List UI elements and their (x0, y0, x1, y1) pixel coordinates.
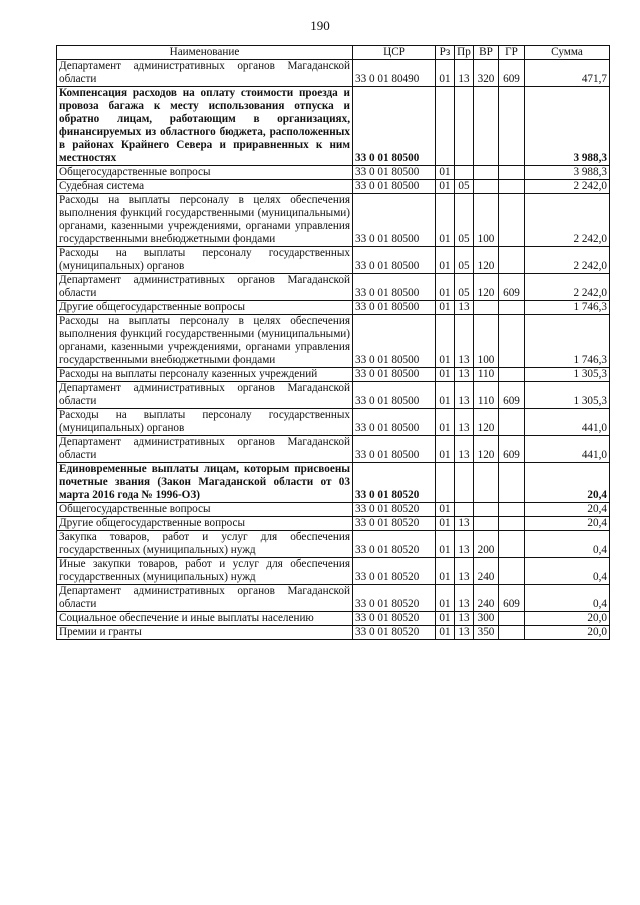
cell-gr (499, 531, 525, 558)
cell-name: Другие общегосударственные вопросы (57, 301, 353, 315)
cell-vr: 120 (474, 436, 499, 463)
cell-csr: 33 0 01 80520 (353, 558, 436, 585)
cell-sum: 1 305,3 (525, 368, 610, 382)
cell-vr (474, 517, 499, 531)
cell-rz: 01 (436, 626, 455, 640)
cell-pr: 05 (455, 180, 474, 194)
cell-pr: 13 (455, 60, 474, 87)
cell-gr (499, 315, 525, 368)
cell-gr (499, 180, 525, 194)
cell-name: Расходы на выплаты персоналу государственных (муниципальных) органов (57, 409, 353, 436)
cell-rz: 01 (436, 558, 455, 585)
cell-gr: 609 (499, 585, 525, 612)
header-gr: ГР (499, 46, 525, 60)
cell-vr: 100 (474, 194, 499, 247)
cell-csr: 33 0 01 80500 (353, 382, 436, 409)
cell-sum: 2 242,0 (525, 247, 610, 274)
cell-csr: 33 0 01 80500 (353, 368, 436, 382)
cell-vr (474, 180, 499, 194)
cell-csr: 33 0 01 80520 (353, 585, 436, 612)
cell-vr (474, 301, 499, 315)
header-vr: ВР (474, 46, 499, 60)
cell-rz: 01 (436, 585, 455, 612)
cell-pr: 05 (455, 274, 474, 301)
table-row (57, 409, 610, 436)
table-row (57, 180, 610, 194)
cell-name: Социальное обеспечение и иные выплаты населению (57, 612, 353, 626)
cell-csr: 33 0 01 80500 (353, 409, 436, 436)
cell-sum: 0,4 (525, 585, 610, 612)
cell-csr: 33 0 01 80500 (353, 87, 436, 166)
cell-sum: 20,4 (525, 517, 610, 531)
cell-gr (499, 558, 525, 585)
cell-rz: 01 (436, 247, 455, 274)
table-row (57, 315, 610, 368)
cell-gr (499, 166, 525, 180)
cell-sum: 2 242,0 (525, 274, 610, 301)
cell-name: Департамент административных органов Магаданской области (57, 436, 353, 463)
cell-pr: 13 (455, 558, 474, 585)
cell-sum: 3 988,3 (525, 87, 610, 166)
table-row (57, 166, 610, 180)
cell-pr: 13 (455, 531, 474, 558)
table-row (57, 517, 610, 531)
cell-name: Департамент административных органов Магаданской области (57, 382, 353, 409)
cell-pr: 13 (455, 315, 474, 368)
cell-pr: 13 (455, 612, 474, 626)
cell-rz: 01 (436, 166, 455, 180)
cell-rz: 01 (436, 612, 455, 626)
table-row (57, 60, 610, 87)
cell-rz (436, 463, 455, 503)
cell-vr: 120 (474, 274, 499, 301)
cell-csr: 33 0 01 80520 (353, 463, 436, 503)
cell-sum: 20,0 (525, 626, 610, 640)
cell-vr (474, 87, 499, 166)
cell-sum: 3 988,3 (525, 166, 610, 180)
cell-pr: 13 (455, 382, 474, 409)
cell-pr (455, 463, 474, 503)
table-body (57, 60, 610, 640)
cell-vr: 240 (474, 558, 499, 585)
cell-rz: 01 (436, 436, 455, 463)
table-row (57, 382, 610, 409)
cell-gr: 609 (499, 274, 525, 301)
cell-name: Департамент административных органов Магаданской области (57, 585, 353, 612)
cell-sum: 20,0 (525, 612, 610, 626)
cell-sum: 471,7 (525, 60, 610, 87)
cell-pr (455, 166, 474, 180)
cell-name: Премии и гранты (57, 626, 353, 640)
table-row (57, 194, 610, 247)
cell-rz: 01 (436, 301, 455, 315)
cell-sum: 441,0 (525, 409, 610, 436)
cell-vr: 100 (474, 315, 499, 368)
header-csr: ЦСР (353, 46, 436, 60)
header-name: Наименование (57, 46, 353, 60)
table-row (57, 436, 610, 463)
cell-vr: 300 (474, 612, 499, 626)
cell-gr: 609 (499, 382, 525, 409)
cell-vr: 110 (474, 382, 499, 409)
cell-name: Иные закупки товаров, работ и услуг для обеспечения государственных (муниципальных) нужд (57, 558, 353, 585)
cell-csr: 33 0 01 80520 (353, 517, 436, 531)
cell-pr: 13 (455, 626, 474, 640)
cell-vr: 120 (474, 247, 499, 274)
cell-rz: 01 (436, 517, 455, 531)
cell-gr (499, 301, 525, 315)
table-header-row (57, 46, 610, 60)
cell-sum: 0,4 (525, 531, 610, 558)
cell-rz: 01 (436, 368, 455, 382)
cell-sum: 2 242,0 (525, 194, 610, 247)
cell-rz (436, 87, 455, 166)
cell-gr (499, 194, 525, 247)
cell-sum: 441,0 (525, 436, 610, 463)
cell-name: Расходы на выплаты персоналу государственных (муниципальных) органов (57, 247, 353, 274)
cell-rz: 01 (436, 194, 455, 247)
cell-csr: 33 0 01 80500 (353, 180, 436, 194)
cell-name: Расходы на выплаты персоналу в целях обеспечения выполнения функций государственными (муниципальными) органами, казенными учреждениями, органами управления государственными внебюджетными фондами (57, 315, 353, 368)
cell-csr: 33 0 01 80520 (353, 626, 436, 640)
budget-table (56, 45, 610, 640)
cell-sum: 20,4 (525, 503, 610, 517)
cell-pr (455, 87, 474, 166)
cell-name: Департамент административных органов Магаданской области (57, 60, 353, 87)
header-pr: Пр (455, 46, 474, 60)
cell-csr: 33 0 01 80500 (353, 274, 436, 301)
table-row (57, 612, 610, 626)
cell-name: Закупка товаров, работ и услуг для обеспечения государственных (муниципальных) нужд (57, 531, 353, 558)
cell-vr: 110 (474, 368, 499, 382)
cell-csr: 33 0 01 80500 (353, 315, 436, 368)
cell-gr: 609 (499, 60, 525, 87)
cell-rz: 01 (436, 503, 455, 517)
cell-rz: 01 (436, 409, 455, 436)
table-row (57, 247, 610, 274)
table-row (57, 274, 610, 301)
header-sum: Сумма (525, 46, 610, 60)
cell-name: Общегосударственные вопросы (57, 166, 353, 180)
cell-gr: 609 (499, 436, 525, 463)
cell-rz: 01 (436, 274, 455, 301)
cell-csr: 33 0 01 80520 (353, 503, 436, 517)
cell-pr: 13 (455, 409, 474, 436)
table-row (57, 626, 610, 640)
cell-rz: 01 (436, 315, 455, 368)
cell-gr (499, 409, 525, 436)
cell-vr: 350 (474, 626, 499, 640)
cell-name: Единовременные выплаты лицам, которым присвоены почетные звания (Закон Магаданской области от 03 марта 2016 года № 1996-ОЗ) (57, 463, 353, 503)
table-row (57, 585, 610, 612)
cell-rz: 01 (436, 180, 455, 194)
cell-gr (499, 612, 525, 626)
cell-rz: 01 (436, 60, 455, 87)
cell-gr (499, 626, 525, 640)
cell-sum: 1 305,3 (525, 382, 610, 409)
cell-gr (499, 247, 525, 274)
table-row (57, 463, 610, 503)
cell-csr: 33 0 01 80490 (353, 60, 436, 87)
cell-sum: 1 746,3 (525, 315, 610, 368)
cell-csr: 33 0 01 80500 (353, 194, 436, 247)
cell-pr: 13 (455, 368, 474, 382)
cell-name: Расходы на выплаты персоналу казенных учреждений (57, 368, 353, 382)
cell-pr: 05 (455, 247, 474, 274)
cell-gr (499, 503, 525, 517)
cell-csr: 33 0 01 80500 (353, 436, 436, 463)
cell-pr: 13 (455, 517, 474, 531)
cell-pr: 13 (455, 301, 474, 315)
cell-sum: 0,4 (525, 558, 610, 585)
cell-sum: 2 242,0 (525, 180, 610, 194)
cell-vr (474, 166, 499, 180)
cell-name: Судебная система (57, 180, 353, 194)
cell-name: Расходы на выплаты персоналу в целях обеспечения выполнения функций государственными (муниципальными) органами, казенными учреждениями, органами управления государственными внебюджетными фондами (57, 194, 353, 247)
cell-name: Департамент административных органов Магаданской области (57, 274, 353, 301)
cell-gr (499, 87, 525, 166)
table-row (57, 531, 610, 558)
cell-pr: 13 (455, 436, 474, 463)
cell-pr: 13 (455, 585, 474, 612)
cell-csr: 33 0 01 80500 (353, 247, 436, 274)
cell-csr: 33 0 01 80500 (353, 166, 436, 180)
cell-name: Другие общегосударственные вопросы (57, 517, 353, 531)
cell-vr: 240 (474, 585, 499, 612)
cell-pr (455, 503, 474, 517)
cell-vr (474, 503, 499, 517)
cell-csr: 33 0 01 80520 (353, 531, 436, 558)
cell-pr: 05 (455, 194, 474, 247)
cell-csr: 33 0 01 80500 (353, 301, 436, 315)
cell-rz: 01 (436, 382, 455, 409)
cell-vr: 200 (474, 531, 499, 558)
cell-csr: 33 0 01 80520 (353, 612, 436, 626)
cell-sum: 1 746,3 (525, 301, 610, 315)
cell-rz: 01 (436, 531, 455, 558)
cell-vr: 120 (474, 409, 499, 436)
table-row (57, 87, 610, 166)
cell-gr (499, 517, 525, 531)
cell-sum: 20,4 (525, 463, 610, 503)
cell-vr: 320 (474, 60, 499, 87)
table-row (57, 503, 610, 517)
cell-name: Компенсация расходов на оплату стоимости проезда и провоза багажа к месту использования отпуска и обратно лицам, работающим в организациях, финансируемых из областного бюджета, расположенных в районах Крайнего Севера и приравненных к ним местностях (57, 87, 353, 166)
cell-name: Общегосударственные вопросы (57, 503, 353, 517)
page-number: 190 (310, 18, 330, 33)
cell-gr (499, 463, 525, 503)
table-row (57, 368, 610, 382)
cell-gr (499, 368, 525, 382)
table-row (57, 558, 610, 585)
header-rz: Рз (436, 46, 455, 60)
cell-vr (474, 463, 499, 503)
table-row (57, 301, 610, 315)
